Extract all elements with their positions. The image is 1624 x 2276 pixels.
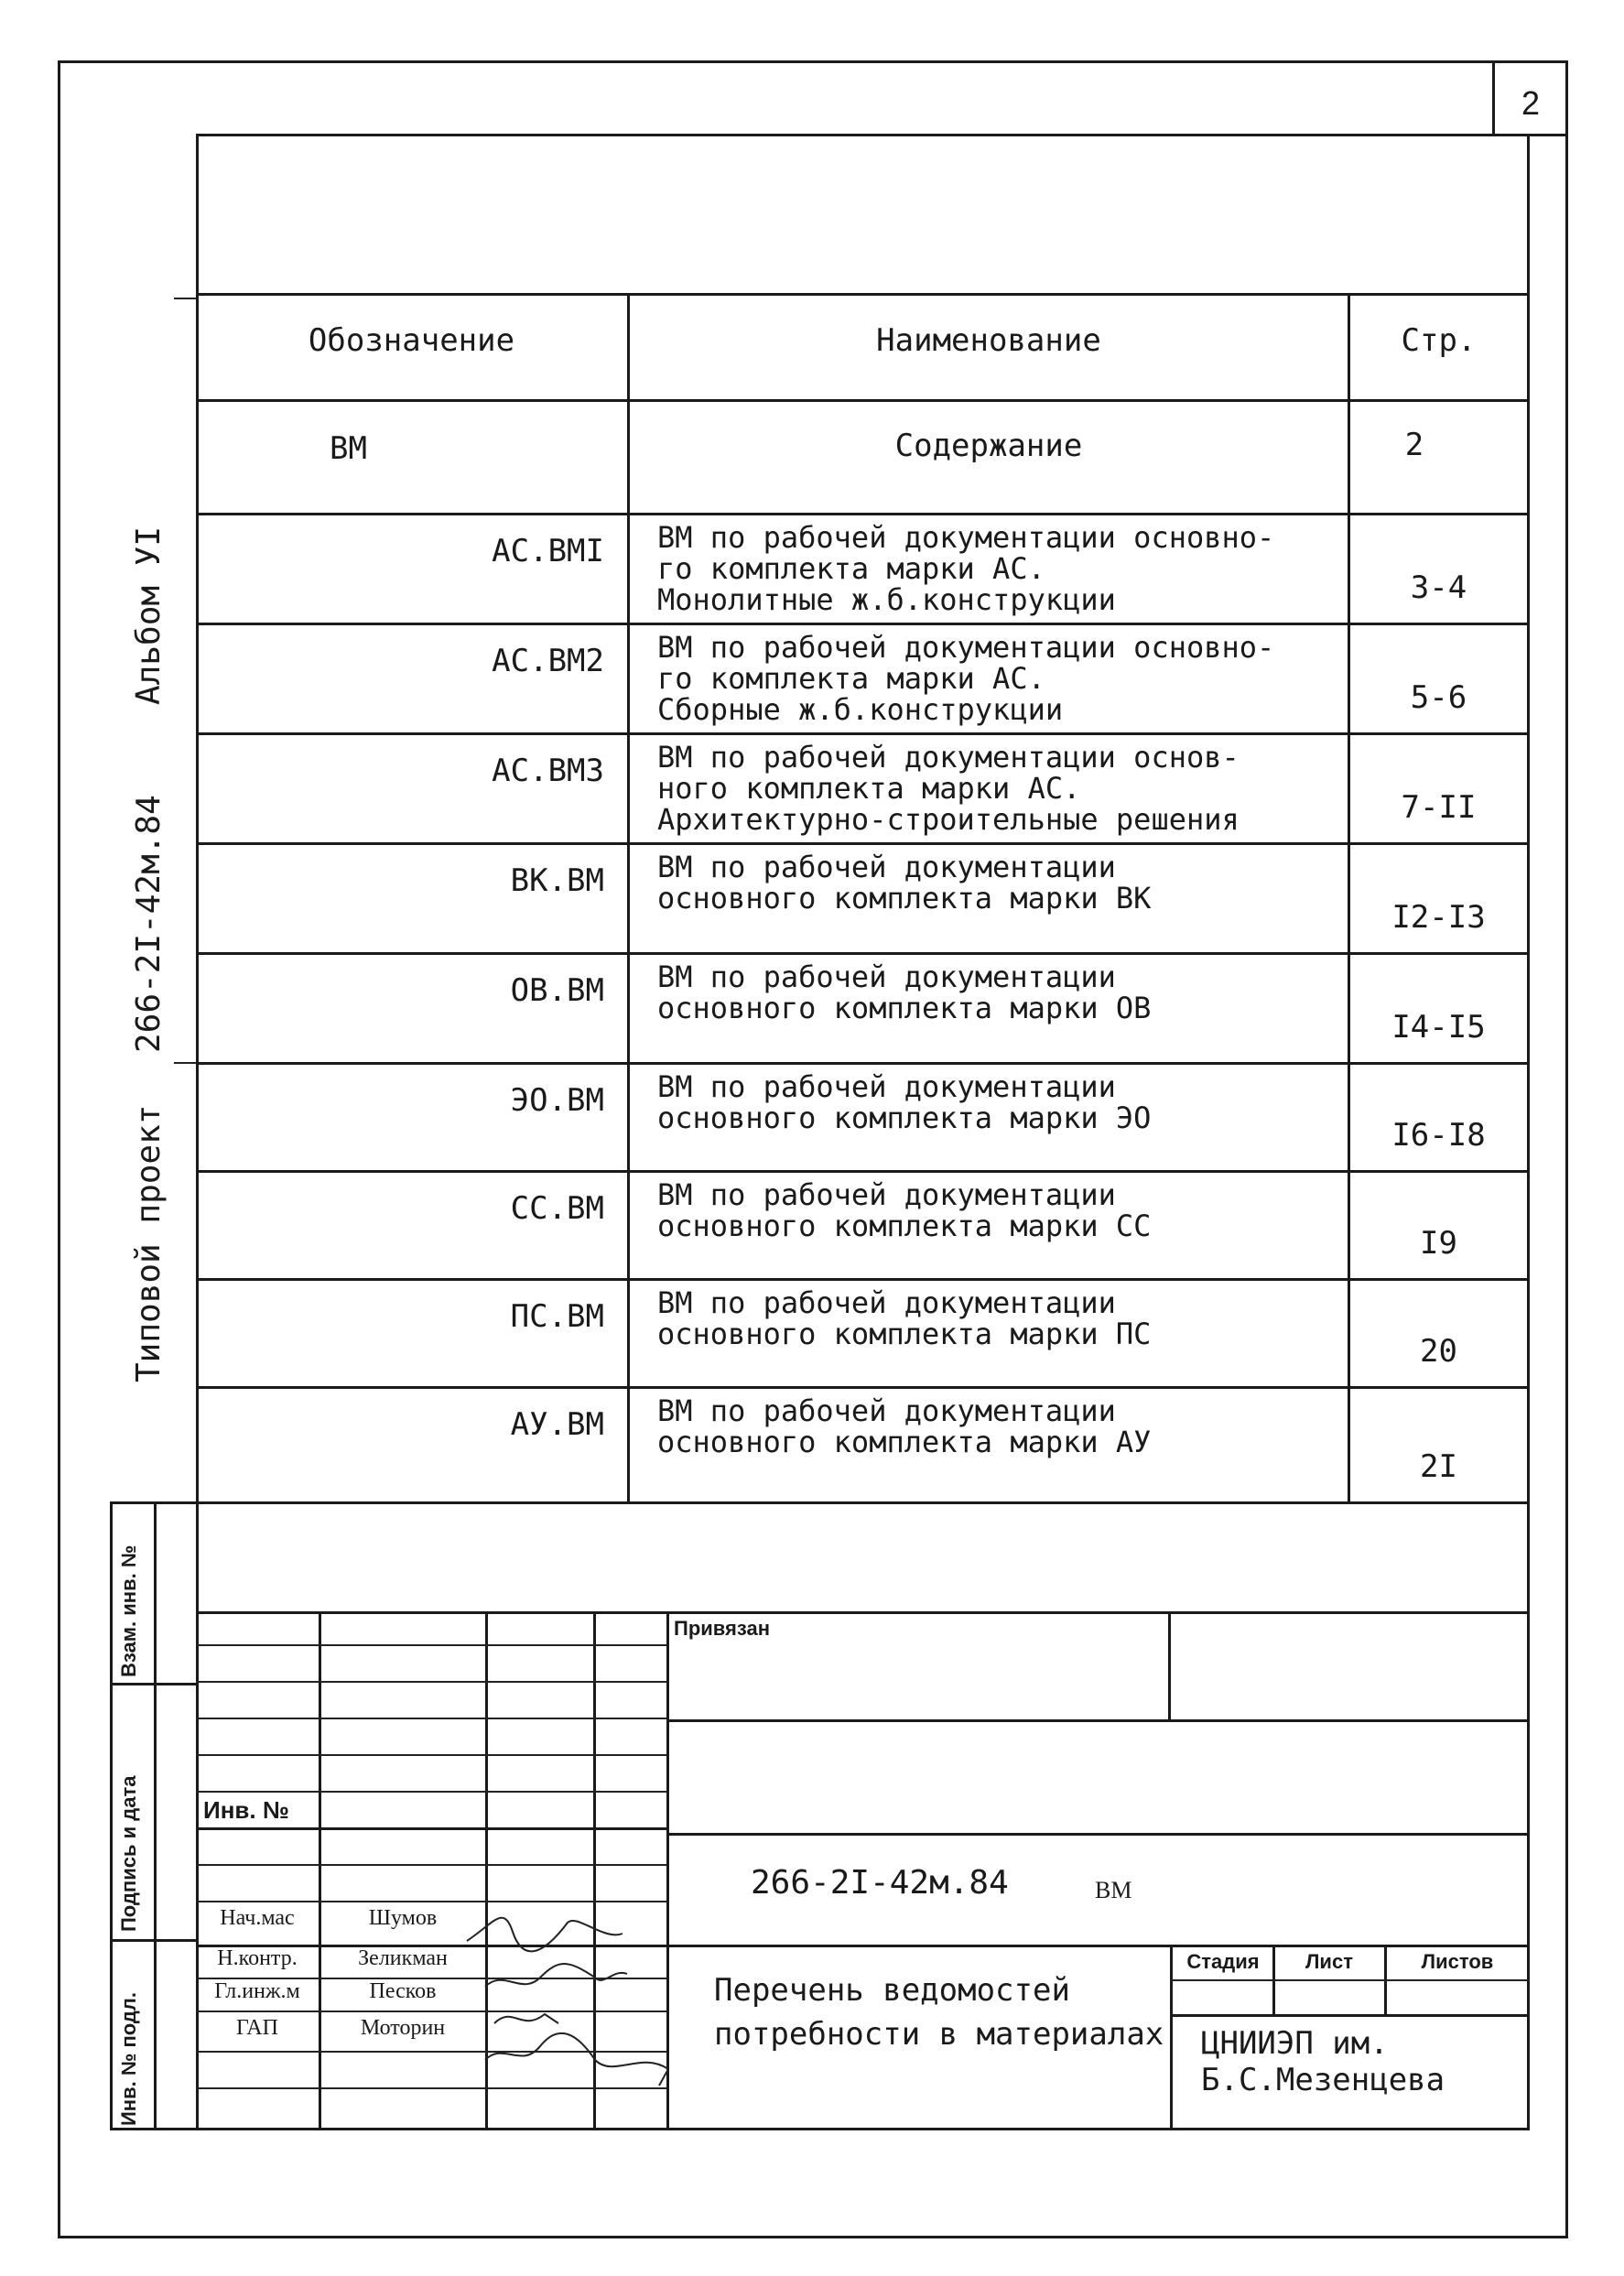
row-name: ВМ по рабочей документации основного комплекта марки ПС [657,1285,1152,1351]
sig-row-5 [196,1791,666,1793]
row-name: ВМ по рабочей документации основного комплекта марки АУ [657,1393,1152,1459]
table-row-divider [196,732,1530,735]
stamp-side-outer [110,1501,113,2130]
frame-top [58,60,1568,63]
doc-mark: ВМ [1095,1877,1132,1903]
stamp-label-podpis-data: Подпись и дата [117,1775,140,1932]
header-designation: Обозначение [308,322,515,359]
signature-role: Н.контр. [217,1946,298,1970]
row-page: 7-II [1401,789,1477,826]
table-header-top [196,293,1530,296]
side-divider-2 [174,1062,196,1064]
signature-name: Песков [369,1979,437,2003]
tb-code-top [666,1833,1530,1836]
row-name: Содержание [894,428,1083,464]
signature-scribbles [458,1886,696,2124]
row-code: АС.ВМ2 [492,643,604,679]
sig-row-4 [196,1754,666,1756]
row-page: 20 [1420,1333,1457,1370]
table-row-divider [196,952,1530,955]
stamp-label-vzam-inv: Взам. инв. № [117,1544,140,1677]
row-code: ЭО.ВМ [510,1082,604,1119]
signature-name: Зеликман [358,1946,448,1970]
row-name: ВМ по рабочей документации основного комплекта марки СС [657,1177,1152,1243]
side-label-album: Альбом УI [130,526,168,705]
row-page: 5-6 [1410,679,1467,716]
stamp-top [110,1501,1530,1504]
table-row-divider [196,513,1530,515]
tb-privyazan-bottom [666,1719,1530,1722]
tb-stage-bottom [1170,2014,1530,2017]
stage-header: Стадия [1186,1950,1260,1973]
stamp-label-inv-podl: Инв. № подл. [117,1992,140,2126]
row-page: I6-I8 [1391,1117,1486,1154]
table-row-divider [196,1062,1530,1065]
organization: ЦНИИЭП им. Б.С.Мезенцева [1201,2025,1445,2098]
inner-top [196,134,1530,136]
table-row-divider [196,1386,1530,1389]
table-header-bottom [196,399,1530,402]
sig-row-7 [196,1864,666,1866]
side-label-project-code: 266-2I-42м.84 [130,795,168,1053]
tb-code-bottom [666,1945,1530,1947]
table-row-divider [196,1170,1530,1173]
header-page: Стр. [1401,322,1477,359]
table-row-divider [196,842,1530,845]
row-code: АС.ВМI [492,533,604,569]
frame-right [1565,60,1568,2238]
inner-right [1527,134,1530,2130]
row-page: I9 [1420,1225,1457,1262]
side-label-project-type: Типовой проект [130,1104,168,1382]
signature-role: Нач.мас [220,1906,295,1930]
row-page: 2I [1420,1448,1457,1485]
col-divider-2 [1348,293,1350,1503]
sig-row-6 [196,1827,666,1830]
privyazan-label: Привязан [674,1617,771,1640]
row-code: СС.ВМ [510,1190,604,1227]
row-code: ПС.ВМ [510,1298,604,1335]
title-block-top [196,1611,1530,1614]
row-code: АУ.ВМ [510,1406,604,1443]
row-code: ОВ.ВМ [510,972,604,1009]
signature-name: Моторин [360,2016,446,2040]
table-row-divider [196,623,1530,625]
tb-stage-header-line [1170,1979,1530,1981]
signature-role: Гл.инж.м [214,1979,300,2003]
sig-row-3 [196,1718,666,1719]
signature-role: ГАП [236,2016,278,2040]
row-name: ВМ по рабочей документации основно- го комплекта марки АС. Сборные ж.б.конструкции [657,630,1275,727]
stamp-side-div-2 [110,1939,196,1942]
page-number: 2 [1521,84,1541,122]
inner-bottom [110,2128,1530,2130]
row-page: I4-I5 [1391,1009,1486,1046]
header-name: Наименование [876,322,1101,359]
row-name: ВМ по рабочей документации основного комплекта марки ВК [657,850,1152,916]
stamp-side-div-1 [110,1683,196,1685]
tb-privyazan-right [1168,1611,1171,1721]
table-row-divider [196,1278,1530,1281]
row-code: ВК.ВМ [510,862,604,899]
side-divider-1 [174,298,196,299]
frame-bottom [58,2236,1568,2238]
sheet-header: Лист [1305,1950,1353,1973]
row-page: 2 [1404,427,1424,463]
row-page: 3-4 [1410,569,1467,606]
sig-row-1 [196,1644,666,1646]
sheets-header: Листов [1421,1950,1494,1973]
row-name: ВМ по рабочей документации основного комплекта марки ЭО [657,1069,1152,1135]
page-number-box-left [1492,60,1495,135]
doc-title: Перечень ведомостей потребности в материалах [714,1972,1164,2053]
col-divider-1 [627,293,630,1503]
stamp-side-inner [154,1501,157,2130]
row-page: I2-I3 [1391,899,1486,936]
frame-left [58,60,60,2238]
sig-row-2 [196,1681,666,1683]
inner-left [196,134,199,2130]
row-code: АС.ВМ3 [492,753,604,789]
row-name: ВМ по рабочей документации основного комплекта марки ОВ [657,959,1152,1025]
doc-code: 266-2I-42м.84 [751,1864,1009,1902]
tb-stage-left [1170,1945,1173,2130]
inv-no-label: Инв. № [203,1796,289,1824]
signature-name: Шумов [368,1906,438,1930]
row-code: ВМ [330,430,367,467]
row-name: ВМ по рабочей документации основ- ного комплекта марки АС. Архитектурно-строительные решения [657,740,1240,837]
row-name: ВМ по рабочей документации основно- го комплекта марки АС. Монолитные ж.б.конструкции [657,520,1275,617]
